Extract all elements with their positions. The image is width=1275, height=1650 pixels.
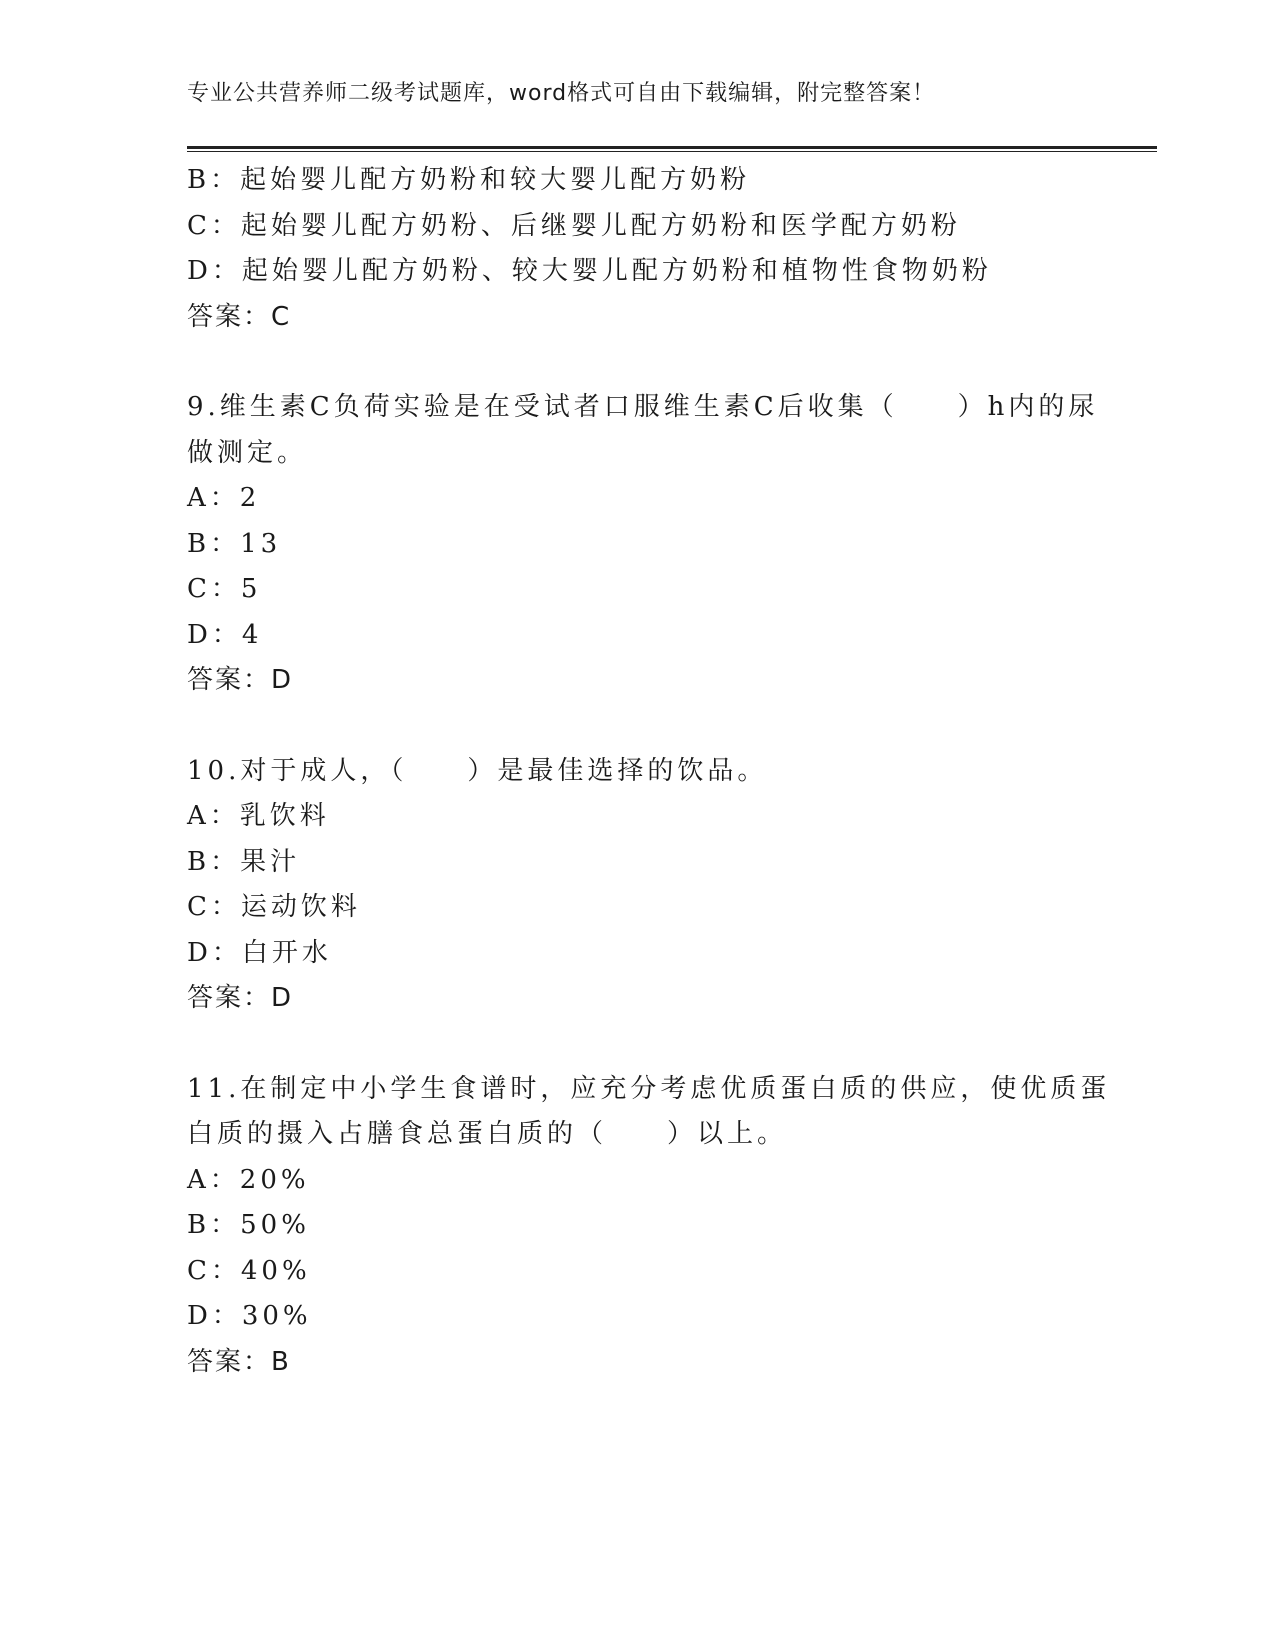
option-b: B：13 [187,528,282,559]
option-c: C：运动饮料 [187,892,361,922]
header-rule-thick [187,146,1157,149]
question-content [187,158,1157,1385]
option-b: B：起始婴儿配方奶粉和较大婴儿配方奶粉 [187,165,751,195]
spacer [187,1022,1157,1067]
question-10-block [187,749,1157,1022]
page-header: 专业公共营养师二级考试题库，word格式可自由下载编辑，附完整答案！ [187,81,936,106]
option-a: A：20% [187,1164,310,1195]
option-d: D：30% [187,1301,312,1331]
option-c: C：40% [187,1255,311,1286]
option-c: C：起始婴儿配方奶粉、后继婴儿配方奶粉和医学配方奶粉 [187,210,961,241]
question-stem: 白质的摄入占膳食总蛋白质的（ ）以上。 [187,1119,788,1149]
option-d: D：4 [187,619,263,650]
option-c: C：5 [187,574,262,604]
option-d: D：起始婴儿配方奶粉、较大婴儿配方奶粉和植物性食物奶粉 [187,256,992,286]
answer-line: 答案：C [187,301,292,332]
question-stem: 11.在制定中小学生食谱时，应充分考虑优质蛋白质的供应，使优质蛋 [187,1073,1111,1104]
option-a: A：乳饮料 [187,801,330,831]
answer-line: 答案：B [187,1346,291,1377]
spacer [187,340,1157,385]
question-stem: 做测定。 [187,437,308,468]
option-b: B：50% [187,1210,310,1240]
option-b: B：果汁 [187,846,301,877]
answer-line: 答案：D [187,665,294,695]
question-11-block [187,1067,1157,1386]
header-rule-thin [187,151,1157,152]
option-a: A：2 [187,483,261,513]
spacer [187,704,1157,749]
question-stem: 9.维生素C负荷实验是在受试者口服维生素C后收集（ ）h内的尿 [187,392,1099,422]
option-d: D：白开水 [187,937,332,968]
answer-line: 答案：D [187,983,294,1013]
question-stem: 10.对于成人，（ ）是最佳选择的饮品。 [187,755,768,786]
prev-question-block [187,158,1157,340]
question-9-block [187,385,1157,704]
